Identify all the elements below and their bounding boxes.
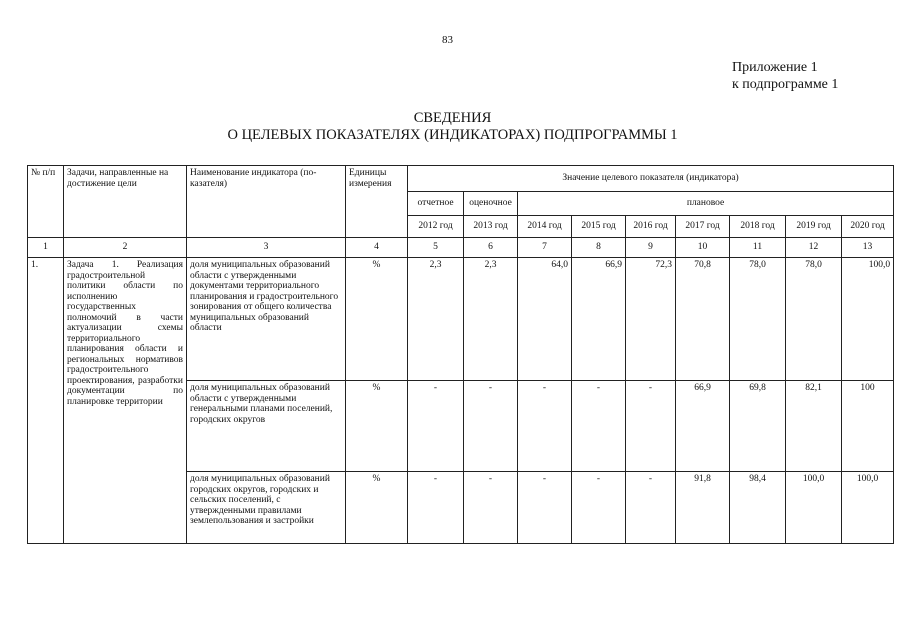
value-cell: 100: [842, 381, 894, 472]
header-year: 2019 год: [786, 216, 842, 238]
header-year: 2016 год: [626, 216, 676, 238]
unit-cell: %: [346, 472, 408, 544]
value-cell: 66,9: [572, 258, 626, 381]
appendix-line2: к подпрограмме 1: [732, 77, 839, 92]
value-cell: 2,3: [408, 258, 464, 381]
value-cell: 100,0: [842, 472, 894, 544]
column-number: 3: [187, 238, 346, 258]
value-cell: 100,0: [786, 472, 842, 544]
header-year: 2015 год: [572, 216, 626, 238]
header-value: Значение целевого показателя (индикатора): [408, 166, 894, 192]
column-number: 4: [346, 238, 408, 258]
column-number: 7: [518, 238, 572, 258]
row-num: 1.: [28, 258, 64, 544]
header-units: Единицы измерения: [346, 166, 408, 238]
header-estimated: оценочное: [464, 192, 518, 216]
column-number: 1: [28, 238, 64, 258]
column-number: 8: [572, 238, 626, 258]
table-row: [28, 258, 894, 381]
value-cell: 69,8: [730, 381, 786, 472]
header-num: № п/п: [28, 166, 64, 238]
indicator-cell: доля муниципальных образований области с утвержденными документами территориального планирования и градостроительного зонирования от общего количества муниципальных образований области: [187, 258, 346, 381]
value-cell: -: [626, 472, 676, 544]
value-cell: -: [518, 381, 572, 472]
indicator-cell: доля муниципальных образований области с утвержденными генеральными планами поселений, городских округов: [187, 381, 346, 472]
value-cell: -: [408, 381, 464, 472]
value-cell: -: [518, 472, 572, 544]
column-number: 6: [464, 238, 518, 258]
value-cell: 66,9: [676, 381, 730, 472]
header-planned: плановое: [518, 192, 894, 216]
value-cell: 82,1: [786, 381, 842, 472]
column-number: 11: [730, 238, 786, 258]
header-year: 2017 год: [676, 216, 730, 238]
unit-cell: %: [346, 258, 408, 381]
unit-cell: %: [346, 381, 408, 472]
value-cell: 100,0: [842, 258, 894, 381]
value-cell: 91,8: [676, 472, 730, 544]
indicators-table: [27, 165, 894, 544]
value-cell: -: [572, 381, 626, 472]
column-number: 12: [786, 238, 842, 258]
task-cell: Задача 1. Реализация градостроительной политики области по исполнению государственных полномочий в части актуализации схемы территориального планирования области и региональных нормативов градостроительного проектирования, разработки документации по планировке территории: [64, 258, 187, 544]
column-number: 10: [676, 238, 730, 258]
header-year: 2013 год: [464, 216, 518, 238]
value-cell: 72,3: [626, 258, 676, 381]
value-cell: -: [464, 381, 518, 472]
column-number: 9: [626, 238, 676, 258]
value-cell: 2,3: [464, 258, 518, 381]
indicator-cell: доля муниципальных образований городских округов, городских и сельских поселений, с утвержденными правилами землепользования и застройки: [187, 472, 346, 544]
appendix-note: [732, 59, 838, 93]
value-cell: -: [464, 472, 518, 544]
document-title: [0, 110, 905, 144]
column-number-row: [28, 238, 894, 258]
page-number: 83: [442, 34, 453, 46]
value-cell: 98,4: [730, 472, 786, 544]
column-number: 5: [408, 238, 464, 258]
value-cell: 78,0: [730, 258, 786, 381]
header-reported: отчетное: [408, 192, 464, 216]
title-line2: О ЦЕЛЕВЫХ ПОКАЗАТЕЛЯХ (ИНДИКАТОРАХ) ПОДПРОГРАММЫ 1: [227, 127, 678, 143]
column-number: 2: [64, 238, 187, 258]
title-line1: СВЕДЕНИЯ: [413, 110, 492, 126]
appendix-line1: Приложение 1: [732, 60, 818, 75]
value-cell: 78,0: [786, 258, 842, 381]
value-cell: -: [572, 472, 626, 544]
value-cell: -: [408, 472, 464, 544]
value-cell: 70,8: [676, 258, 730, 381]
header-year: 2018 год: [730, 216, 786, 238]
value-cell: 64,0: [518, 258, 572, 381]
header-indicator: Наименование индикатора (по-казателя): [187, 166, 346, 238]
value-cell: -: [626, 381, 676, 472]
header-year: 2020 год: [842, 216, 894, 238]
header-tasks: Задачи, направленные на достижение цели: [64, 166, 187, 238]
header-year: 2012 год: [408, 216, 464, 238]
column-number: 13: [842, 238, 894, 258]
header-year: 2014 год: [518, 216, 572, 238]
